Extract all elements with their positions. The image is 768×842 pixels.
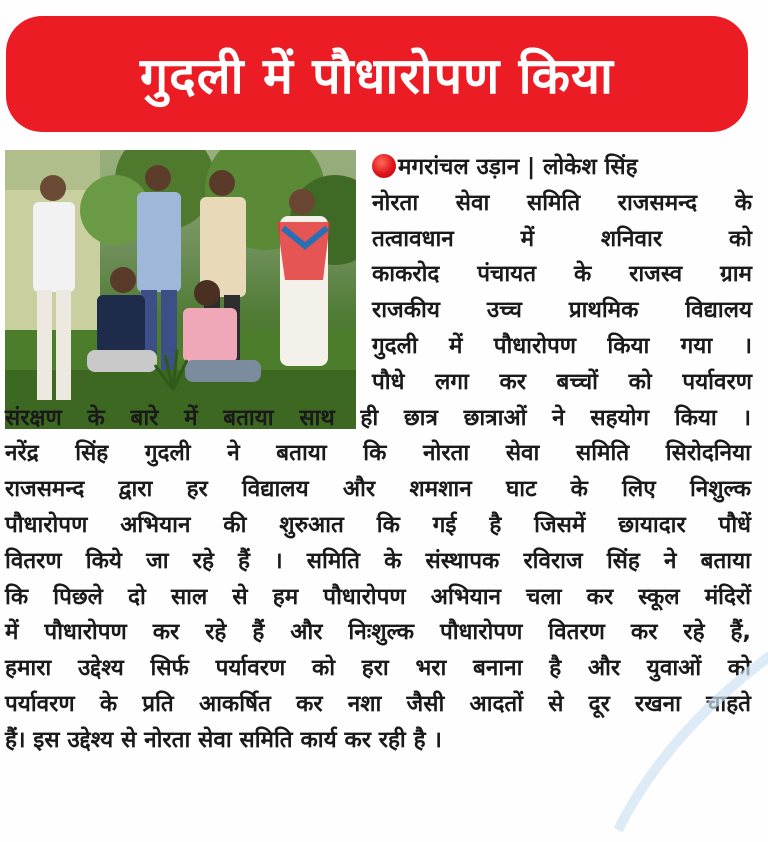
article-line: हैं। इस उद्देश्य से नोरता सेवा समिति कार्य कर रही है । bbox=[5, 726, 442, 753]
article-line: राजसमन्द द्वारा हर विद्यालय और शमशान घाट के लिए निशुल्क bbox=[5, 476, 751, 503]
article-line: हमारा उद्देश्य सिर्फ पर्यावरण को हरा भरा बनाना है और युवाओं को bbox=[5, 655, 751, 682]
article-line: तत्वावधान में शनिवार को bbox=[372, 225, 752, 252]
article-line: कि पिछले दो साल से हम पौधारोपण अभियान चला कर स्कूल मंदिरों bbox=[5, 583, 751, 610]
article-line: पर्यावरण के प्रति आकर्षित कर नशा जैसी आदतों से दूर रखना चाहते bbox=[5, 690, 751, 717]
article-line: वितरण किये जा रहे हैं । समिति के संस्थापक रविराज सिंह ने बताया bbox=[5, 547, 751, 574]
article-line: नरेंद्र सिंह गुदली ने बताया कि नोरता सेवा समिति सिरोदनिया bbox=[5, 440, 751, 467]
article-line: राजकीय उच्च प्राथमिक विद्यालय bbox=[372, 297, 752, 324]
headline-banner bbox=[6, 16, 748, 132]
article-line: पौधारोपण अभियान की शुरुआत कि गई है जिसमें छायादार पौधें bbox=[5, 511, 751, 538]
article-body bbox=[0, 150, 768, 759]
headline-text: गुदली में पौधारोपण किया bbox=[140, 47, 614, 105]
bullet-dot-icon bbox=[372, 154, 396, 178]
byline bbox=[372, 150, 752, 186]
article-line: नोरता सेवा समिति राजसमन्द के bbox=[372, 189, 752, 216]
article-line: संरक्षण के बारे में बताया साथ ही छात्र छात्राओं ने सहयोग किया । bbox=[5, 404, 751, 431]
article-line: में पौधारोपण कर रहे हैं और निःशुल्क पौधारोपण वितरण कर रहे हैं, bbox=[5, 619, 751, 646]
byline-text: मगरांचल उड़ान | लोकेश सिंह bbox=[398, 154, 638, 180]
article-line: गुदली में पौधारोपण किया गया । bbox=[372, 332, 752, 359]
article-line: पौधे लगा कर बच्चों को पर्यावरण bbox=[372, 368, 752, 395]
article-line: काकरोद पंचायत के राजस्व ग्राम bbox=[372, 261, 752, 288]
